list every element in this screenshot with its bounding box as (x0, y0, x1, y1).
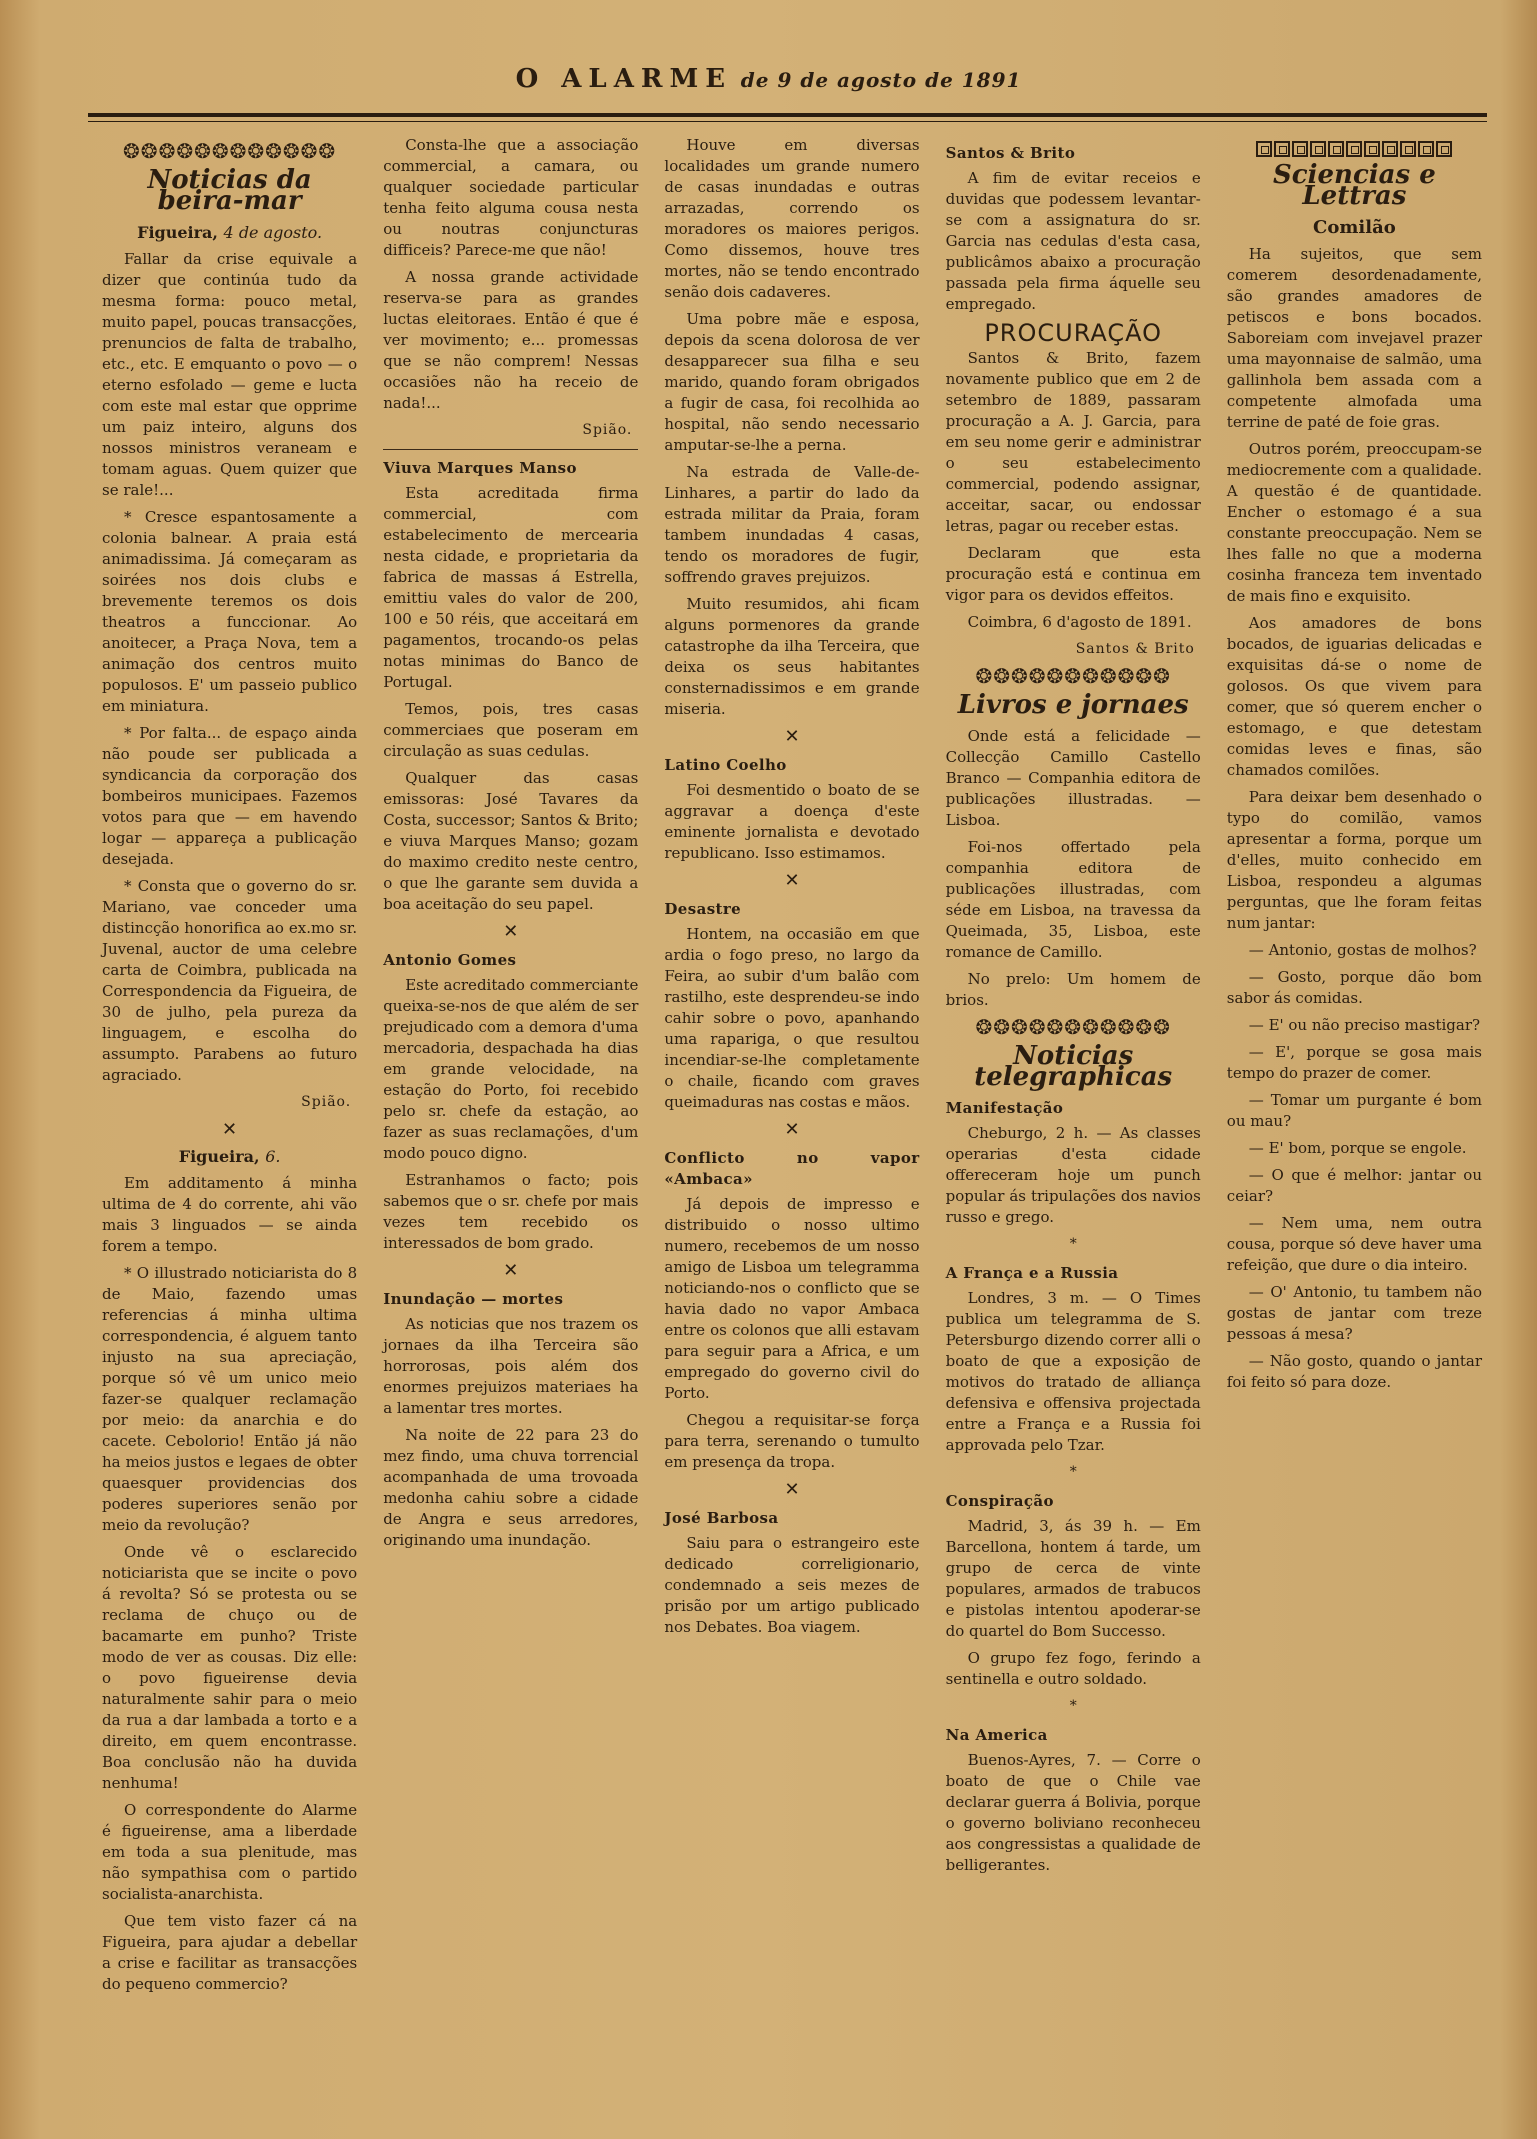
masthead (0, 64, 1537, 94)
paragraph: — Gosto, porque dão bom sabor ás comidas. (1226, 968, 1482, 1007)
signature: Spião. (582, 422, 633, 438)
paragraph: * O illustrado noticiarista do 8 de Maio, fazendo umas referencias á minha ultima correspondencia, é alguem tanto injusto na sua apreciação, porque só vê um unico meio fazer-se qualquer reclamação por meio: da anarchia e do cacete. Cebolorio! Então já não ha meios justos e legaes de obter quaesquer providencias dos poderes superiores senão por meio da revolução? (102, 1264, 358, 1534)
paragraph: * Por falta... de espaço ainda não poude ser publicada a syndicancia da corporação dos bombeiros municipaes. Fazemos votos para que — em havendo logar — appareça a publicação desejada. (102, 724, 358, 868)
dateline-date: 4 de agosto. (223, 223, 323, 242)
paragraph: Esta acreditada firma commercial, com estabelecimento de mercearia nesta cidade, e proprietaria da fabrica de massas á Estrella, emittiu vales do valor de 200, 100 e 50 réis, que acceitará em pagamentos, trocando-os pelas notas minimas do Banco de Portugal. (383, 484, 639, 691)
cross-divider-icon: ✕ (503, 1260, 519, 1281)
paragraph: Buenos-Ayres, 7. — Corre o boato de que o Chile vae declarar guerra á Bolivia, porque o governo boliviano reconheceu aos congressistas a qualidade de belligerantes. (945, 1751, 1201, 1874)
paragraph: Foi desmentido o boato de se aggravar a doença d'este eminente jornalista e devotado republicano. Isso estimamos. (664, 781, 920, 862)
star-divider-icon: * (1069, 1698, 1077, 1714)
article-heading: Desastre (664, 900, 742, 918)
paragraph: Ha sujeitos, que sem comerem desordenadamente, são grandes amadores de petiscos e bons bocados. Saboreiam com invejavel prazer uma mayonnaise de salmão, uma gallinhola bem assada com a competente almofada uma terrine de paté de foie gras. (1226, 245, 1482, 431)
article-heading: Manifestação (945, 1099, 1064, 1117)
paragraph: Madrid, 3, ás 39 h. — Em Barcellona, hontem á tarde, um grupo de cerca de vinte populares, armados de trabucos e pistolas intentou apoderar-se do quartel do Bom Successo. (945, 1517, 1201, 1640)
paragraph: No prelo: Um homem de brios. (945, 970, 1201, 1009)
paragraph: Consta-lhe que a associação commercial, a camara, ou qualquer sociedade particular tenha feito alguma cousa nesta ou noutras conjuncturas difficeis? Parece-me que não! (383, 136, 639, 259)
paragraph: — Nem uma, nem outra cousa, porque só deve haver uma refeição, que dure o dia inteiro. (1226, 1214, 1482, 1274)
procuracao-title: PROCURAÇÃO (984, 319, 1163, 347)
cross-divider-icon: ✕ (503, 921, 519, 942)
paragraph: — Tomar um purgante é bom ou mau? (1226, 1091, 1482, 1130)
paragraph: Muito resumidos, ahi ficam alguns pormenores da grande catastrophe da ilha Terceira, que deixa os seus habitantes consternadissimos e em grande miseria. (664, 595, 920, 718)
columns (96, 135, 1488, 2115)
masthead-rule (88, 113, 1487, 117)
column-3 (658, 135, 925, 2115)
column-2 (377, 135, 644, 2115)
paragraph: Hontem, na occasião em que ardia o fogo preso, no largo da Feira, ao subir d'um balão com rastilho, este desprendeu-se indo cahir sobre o povo, apanhando uma rapariga, o que resultou incendiar-se-lhe completamente o chaile, ficando com graves queimaduras nas costas e mãos. (664, 925, 920, 1111)
column-4 (940, 135, 1207, 2115)
paragraph: Aos amadores de bons bocados, de iguarias delicadas e exquisitas dá-se o nome de golosos. Os que vivem para comer, que só querem encher o estomago, e que detestam comidas leves e finas, são chamados comilões. (1226, 614, 1482, 779)
section-title: Livros e jornaes (957, 690, 1189, 720)
star-divider-icon: * (1069, 1236, 1077, 1252)
paragraph: Em additamento á minha ultima de 4 do corrente, ahi vão mais 3 linguados — se ainda forem a tempo. (102, 1174, 358, 1255)
paragraph: Declaram que esta procuração está e continua em vigor para os devidos effeitos. (945, 544, 1201, 604)
ornament-divider: ❂❂❂❂❂❂❂❂❂❂❂ (975, 664, 1171, 688)
paragraph: Na noite de 22 para 23 do mez findo, uma chuva torrencial acompanhada de uma trovoada medonha cahiu sobre a cidade de Angra e seus arredores, originando uma inundação. (383, 1426, 639, 1549)
paragraph: Uma pobre mãe e esposa, depois da scena dolorosa de ver desapparecer sua filha e seu marido, quando foram obrigados a fugir de casa, foi recolhida ao hospital, não sendo necessario amputar-se-lhe a perna. (664, 310, 920, 454)
paragraph: Foi-nos offertado pela companhia editora de publicações illustradas, com séde em Lisboa, na travessa da Queimada, 35, Lisboa, este romance de Camillo. (945, 838, 1201, 961)
article-heading: José Barbosa (664, 1509, 779, 1527)
paragraph: — E' ou não preciso mastigar? (1248, 1016, 1481, 1034)
paragraph: Na estrada de Valle-de-Linhares, a partir do lado da estrada militar da Praia, foram tambem inundadas 4 casas, tendo os moradores de fugir, soffrendo graves prejuizos. (664, 463, 920, 586)
ornament-divider: ❂❂❂❂❂❂❂❂❂❂❂❂ (123, 139, 337, 163)
article-heading: Conflicto no vapor «Ambaca» (664, 1149, 920, 1188)
cross-divider-icon: ✕ (222, 1119, 238, 1140)
paragraph: Temos, pois, tres casas commerciaes que poseram em circulação as suas cedulas. (383, 700, 639, 760)
paragraph: Onde está a felicidade — Collecção Camillo Castello Branco — Companhia editora de publicações illustradas. — Lisboa. (945, 727, 1201, 829)
paragraph: Chegou a requisitar-se força para terra, serenando o tumulto em presença da tropa. (664, 1411, 920, 1471)
paragraph: — E' bom, porque se engole. (1248, 1139, 1467, 1157)
section-title: Sciencias e Lettras (1273, 160, 1436, 211)
paragraph: — Antonio, gostas de molhos? (1248, 941, 1477, 959)
article-heading: Latino Coelho (664, 756, 787, 774)
ornament-divider: ❂❂❂❂❂❂❂❂❂❂❂ (975, 1015, 1171, 1039)
paragraph: Onde vê o esclarecido noticiarista que se incite o povo á revolta? Só se protesta ou se reclama de chuço ou de bacamarte em punho? Triste modo de ver as cousas. Diz elle: o povo figueirense devia naturalmente sahir para o meio da rua a dar lambada a torto e a direito, em quem encontrasse. Boa conclusão não ha duvida nenhuma! (102, 1543, 358, 1792)
paragraph: A fim de evitar receios e duvidas que podessem levantar-se com a assignatura do sr. Garcia nas cedulas d'esta casa, publicâmos abaixo a procuração passada pela firma áquelle seu empregado. (945, 169, 1201, 313)
article-heading: Antonio Gomes (383, 951, 517, 969)
article-heading: Conspiração (945, 1492, 1054, 1510)
dateline (102, 1146, 357, 1167)
paragraph: Para deixar bem desenhado o typo do comilão, vamos apresentar a forma, porque um d'elles, muito conhecido em Lisboa, respondeu a algumas perguntas, que lhe foram feitas num jantar: (1226, 788, 1482, 932)
paragraph: — O' Antonio, tu tambem não gostas de jantar com treze pessoas á mesa? (1226, 1283, 1482, 1343)
cross-divider-icon: ✕ (784, 1479, 800, 1500)
paper-name: O ALARME (515, 64, 733, 94)
dateline-place: Figueira, (137, 223, 218, 242)
paragraph: Que tem visto fazer cá na Figueira, para ajudar a debellar a crise e facilitar as transacções do pequeno commercio? (102, 1912, 358, 1993)
article-heading: Santos & Brito (945, 144, 1076, 162)
column-1 (96, 135, 363, 2115)
star-divider-icon: * (1069, 1464, 1077, 1480)
paragraph: Fallar da crise equivale a dizer que continúa tudo da mesma forma: pouco metal, muito papel, poucas transacções, prenuncios de falta de trabalho, etc., etc. E emquanto o povo — o eterno esfolado — geme e lucta com este mal estar que opprime um paiz inteiro, alguns dos nossos ministros veraneam e tomam aguas. Quem quizer que se rale!... (102, 250, 358, 499)
cross-divider-icon: ✕ (784, 1119, 800, 1140)
cross-divider-icon: ✕ (784, 870, 800, 891)
paragraph: Este acreditado commerciante queixa-se-nos de que além de ser prejudicado com a demora d'uma mercadoria, despachada ha dias em grande velocidade, na estação do Porto, foi recebido pelo sr. chefe da estação, ao fazer as suas reclamações, d'um modo pouco digno. (383, 976, 639, 1162)
signature: Santos & Brito (1075, 641, 1195, 657)
paragraph: — E', porque se gosa mais tempo do prazer de comer. (1226, 1043, 1482, 1082)
paragraph: — O que é melhor: jantar ou ceiar? (1226, 1166, 1482, 1205)
dateline-date: 6. (265, 1147, 281, 1166)
paragraph: O grupo fez fogo, ferindo a sentinella e outro soldado. (945, 1649, 1201, 1688)
article-heading: Viuva Marques Manso (383, 459, 577, 477)
paragraph: — Não gosto, quando o jantar foi feito só para doze. (1226, 1352, 1482, 1391)
article-heading: Na America (945, 1726, 1048, 1744)
paragraph: Cheburgo, 2 h. — As classes operarias d'esta cidade offereceram hoje um punch popular ás tripulações dos navios russo e grego. (945, 1124, 1201, 1226)
paragraph: Londres, 3 m. — O Times publica um telegramma de S. Petersburgo dizendo correr alli o boato de que a exposição de motivos do tratado de alliança defensiva e offensiva projectada entre a França e a Russia foi approvada pelo Tzar. (945, 1289, 1201, 1454)
paragraph: O correspondente do Alarme é figueirense, ama a liberdade em toda a sua plenitude, mas não sympathisa com o partido socialista-anarchista. (102, 1801, 358, 1903)
article-heading: A França e a Russia (945, 1264, 1119, 1282)
cross-divider-icon: ✕ (784, 726, 800, 747)
paragraph: As noticias que nos trazem os jornaes da ilha Terceira são horrorosas, pois além dos enormes prejuizos materiaes ha a lamentar tres mortes. (383, 1315, 639, 1417)
dateline (102, 222, 357, 243)
paragraph: A nossa grande actividade reserva-se para as grandes luctas eleitoraes. Então é que é ver movimento; e... promessas que se não comprem! Nessas occasiões não ha receio de nada!... (383, 268, 639, 412)
signature: Spião. (301, 1094, 352, 1110)
section-title: Noticias da beira-mar (147, 165, 312, 216)
masthead-rule-thin (88, 121, 1487, 122)
dateline-place: Figueira, (178, 1147, 260, 1166)
paragraph: Estranhamos o facto; pois sabemos que o sr. chefe por mais vezes tem recebido os interessados de bom grado. (383, 1171, 639, 1252)
ornament-divider (1227, 141, 1482, 157)
paragraph: Qualquer das casas emissoras: José Tavares da Costa, successor; Santos & Brito; e viuva Marques Manso; gozam do maximo credito neste centro, o que lhe garante sem duvida a boa aceitação do seu papel. (383, 769, 639, 913)
section-title: Noticias telegraphicas (974, 1041, 1173, 1092)
paragraph: Já depois de impresso e distribuido o nosso ultimo numero, recebemos de um nosso amigo de Lisboa um telegramma noticiando-nos o conflicto que se havia dado no vapor Ambaca entre os colonos que alli estavam para seguir para a Africa, e um empregado do governo civil do Porto. (664, 1195, 920, 1402)
issue-date: de 9 de agosto de 1891 (740, 68, 1022, 92)
paragraph: Outros porém, preoccupam-se mediocremente com a qualidade. A questão é de quantidade. Encher o estomago é a sua constante preoccupação. Nem se lhes falle no que a moderna cosinha franceza tem inventado de mais fino e exquisito. (1226, 440, 1482, 605)
story-title: Comilão (1313, 217, 1396, 238)
paragraph: * Consta que o governo do sr. Mariano, vae conceder uma distincção honorifica ao ex.mo sr. Juvenal, auctor de uma celebre carta de Coimbra, publicada na Correspondencia da Figueira, de 30 de julho, pela pureza da linguagem, e escolha do assumpto. Parabens ao futuro agraciado. (102, 877, 358, 1084)
column-5 (1221, 135, 1488, 2115)
paragraph: * Cresce espantosamente a colonia balnear. A praia está animadissima. Já começaram as soirées nos dois clubs e brevemente teremos os dois theatros a funccionar. Ao anoitecer, a Praça Nova, tem a animação dos centros muito populosos. E' um passeio publico em miniatura. (102, 508, 358, 715)
divider (383, 449, 638, 450)
paragraph: Santos & Brito, fazem novamente publico que em 2 de setembro de 1889, passaram procuração a A. J. Garcia, para em seu nome gerir e administrar o seu estabelecimento commercial, podendo assignar, acceitar, sacar, ou endossar letras, pagar ou receber estas. (945, 349, 1201, 535)
article-heading: Inundação — mortes (383, 1290, 564, 1308)
paragraph: Saiu para o estrangeiro este dedicado correligionario, condemnado a seis mezes de prisão por um artigo publicado nos Debates. Boa viagem. (664, 1534, 920, 1636)
paragraph: Houve em diversas localidades um grande numero de casas inundadas e outras arrazadas, correndo os moradores os maiores perigos. Como dissemos, houve tres mortes, não se tendo encontrado senão dois cadaveres. (664, 136, 920, 301)
paragraph: Coimbra, 6 d'agosto de 1891. (967, 613, 1192, 631)
